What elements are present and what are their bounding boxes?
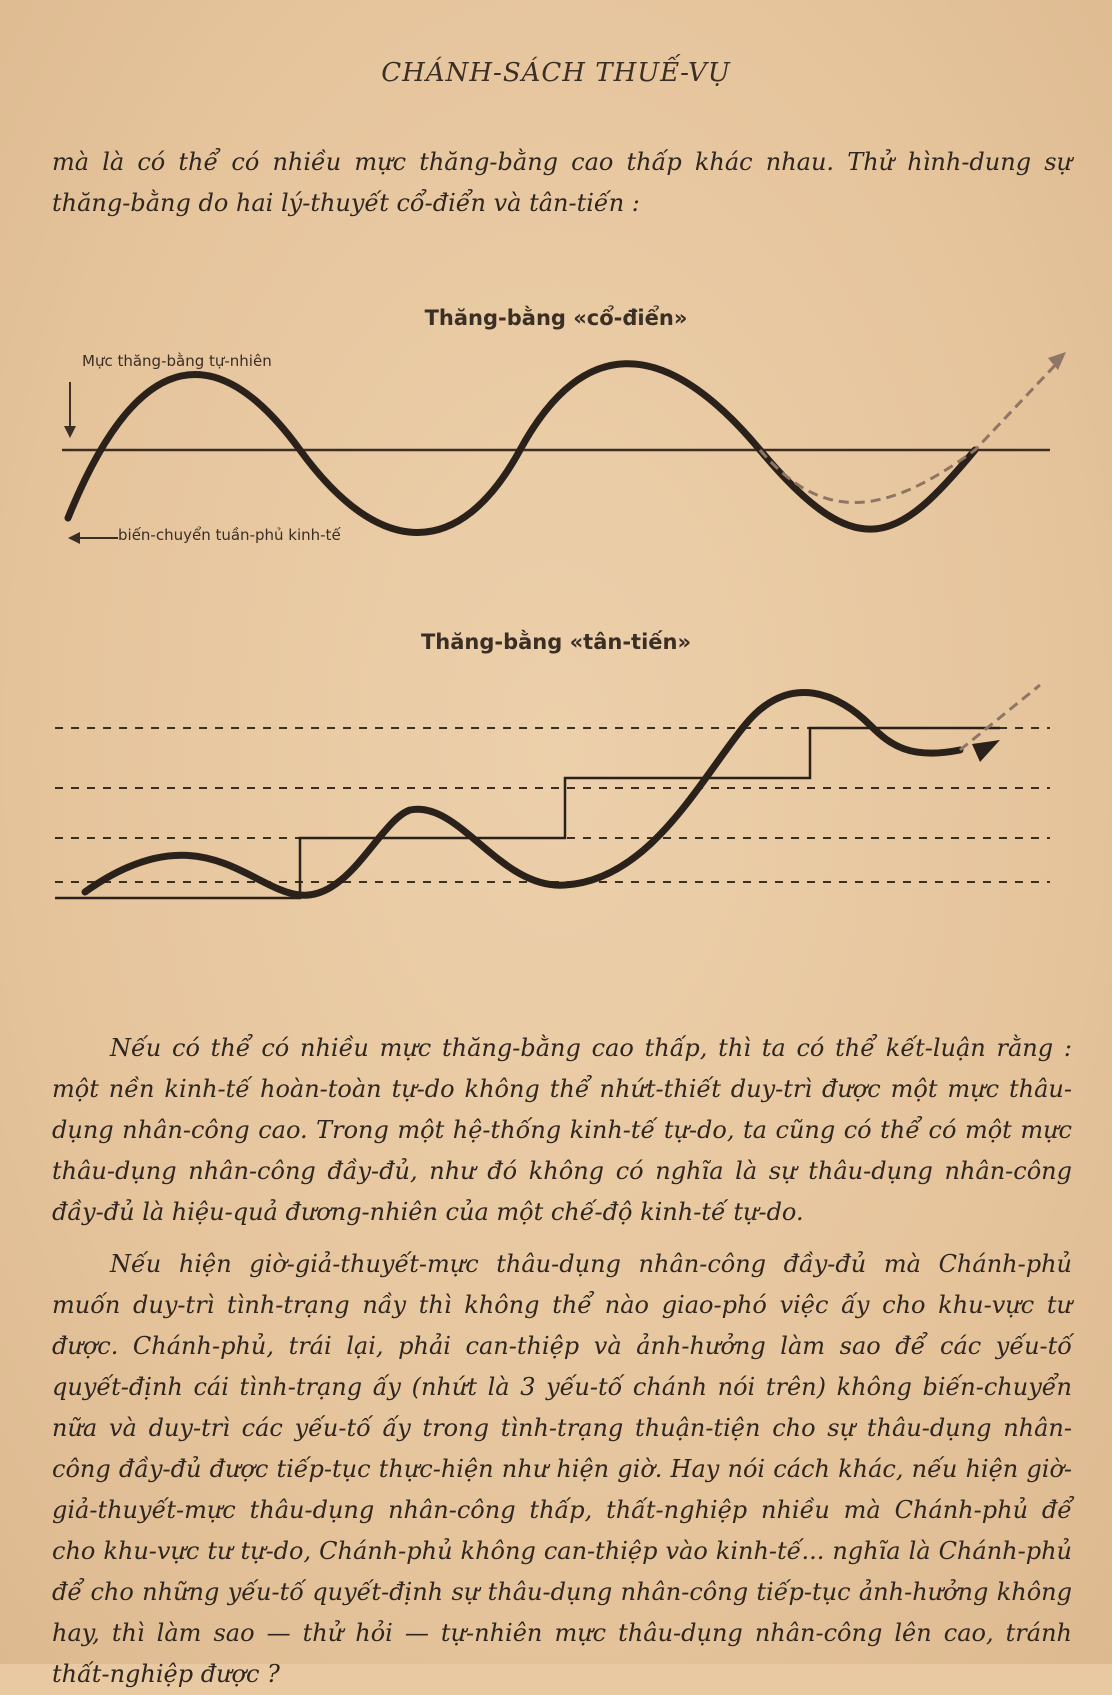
classic-equilibrium-diagram bbox=[0, 340, 1112, 560]
natural-level-label: Mực thăng-bằng tự-nhiên bbox=[82, 352, 272, 370]
business-cycle-curve bbox=[68, 364, 975, 533]
running-title: CHÁNH-SÁCH THUẾ-VỤ bbox=[381, 58, 731, 88]
left-arrow-head bbox=[68, 532, 80, 544]
modern-equilibrium-diagram bbox=[0, 660, 1112, 900]
figure-modern-title: Thăng-bằng «tân-tiến» bbox=[420, 630, 692, 654]
cycle-end-arrow bbox=[1048, 352, 1066, 370]
business-cycle-faded bbox=[760, 360, 1060, 503]
body-paragraph-2: Nếu hiện giờ-giả-thuyết-mực thâu-dụng nhân-công đầy-đủ mà Chánh-phủ muốn duy-trì tình-trạng nầy thì không thể nào giao-phó việc ấy cho khu-vực tư được. Chánh-phủ, trái lại, phải can-thiệp và ảnh-hưởng làm sao để các yếu-tố quyết-định cái tình-trạng ấy (nhứt là 3 yếu-tố chánh nói trên) không biến-chuyển nữa và duy-trì các yếu-tố ấy trong tình-trạng thuận-tiện cho sự thâu-dụng nhân-công đầy-đủ được tiếp-tục thực-hiện như hiện giờ. Hay nói cách khác, nếu hiện giờ-giả-thuyết-mực thâu-dụng nhân-công thấp, thất-nghiệp nhiều mà Chánh-phủ để cho khu-vực tư tự-do, Chánh-phủ không can-thiệp vào kinh-tế... nghĩa là Chánh-phủ để cho những yếu-tố quyết-định sự thâu-dụng nhân-công tiếp-tục ảnh-hưởng không hay, thì làm sao — thử hỏi — tự-nhiên mực thâu-dụng nhân-công lên cao, tránh thất-nghiệp được ? bbox=[52, 1250, 1072, 1688]
figure-classic-title: Thăng-bằng «cổ-điển» bbox=[424, 306, 688, 330]
intro-paragraph: mà là có thể có nhiều mực thăng-bằng cao thấp khác nhau. Thử hình-dung sự thăng-bằng do hai lý-thuyết cổ-điển và tân-tiến : bbox=[52, 148, 1072, 217]
modern-cycle-arrow bbox=[972, 740, 1000, 762]
economic-cycle-label: biến-chuyển tuần-phủ kinh-tế bbox=[118, 526, 341, 544]
modern-cycle-faded bbox=[960, 685, 1040, 750]
equilibrium-steps bbox=[55, 728, 1000, 898]
modern-cycle-curve bbox=[85, 692, 960, 895]
down-arrow-head bbox=[64, 426, 76, 438]
body-paragraph-1: Nếu có thể có nhiều mực thăng-bằng cao thấp, thì ta có thể kết-luận rằng : một nền kinh-tế hoàn-toàn tự-do không thể nhứt-thiết duy-trì được một mực thâu-dụng nhân-công cao. Trong một hệ-thống kinh-tế tự-do, ta cũng có thể có một mực thâu-dụng nhân-công đầy-đủ, như đó không có nghĩa là sự thâu-dụng nhân-công đầy-đủ là hiệu-quả đương-nhiên của một chế-độ kinh-tế tự-do. bbox=[52, 1034, 1072, 1226]
